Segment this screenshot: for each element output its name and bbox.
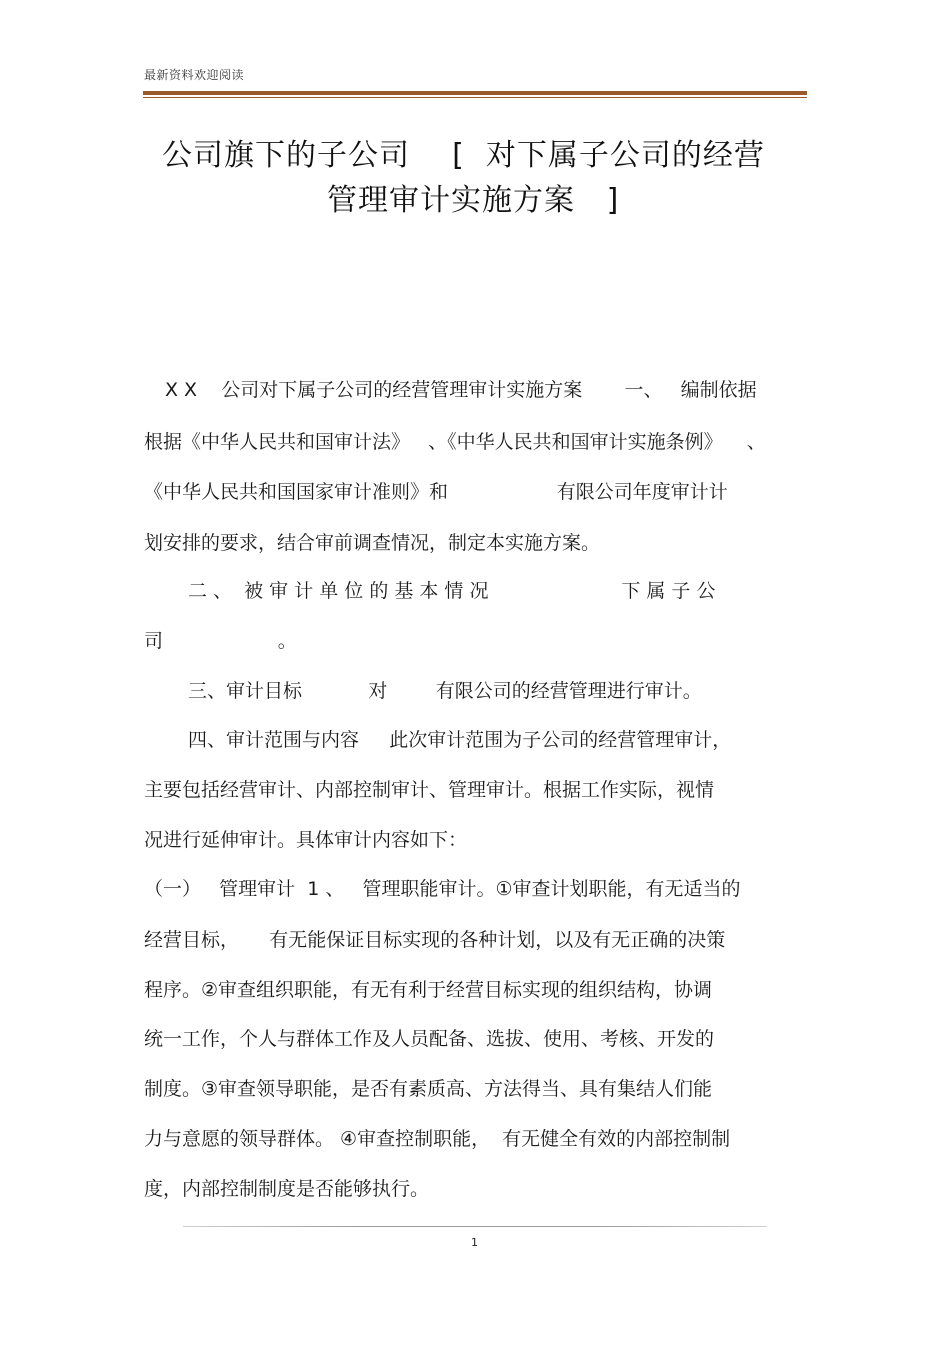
body-line: （一） 管理审计 1 、 管理职能审计。①审查计划职能，有无适当的	[144, 878, 741, 900]
body-line: X X 公司对下属子公司的经营管理审计实施方案 一、 编制依据	[165, 379, 757, 401]
body-line: 《中华人民共和国国家审计准则》和 有限公司年度审计计	[144, 481, 728, 503]
footer-rule	[183, 1226, 767, 1227]
body-line: 统一工作，个人与群体工作及人员配备、选拔、使用、考核、开发的	[144, 1028, 715, 1050]
body-line: 司 。	[144, 630, 297, 652]
body-line: 况进行延伸审计。具体审计内容如下：	[144, 829, 468, 851]
title-line-1: 公司旗下的子公司 [ 对下属子公司的经营	[162, 138, 765, 173]
page-number: 1	[471, 1236, 478, 1249]
title-line-2: 管理审计实施方案 ]	[327, 183, 620, 218]
body-line: 主要包括经营审计、内部控制审计、管理审计。根据工作实际，视情	[144, 779, 715, 801]
body-line: 二 、 被 审 计 单 位 的 基 本 情 况 下 属 子 公	[188, 580, 716, 602]
body-line: 经营目标， 有无能保证目标实现的各种计划，以及有无正确的决策	[144, 929, 726, 951]
body-line: 制度。③审查领导职能，是否有素质高、方法得当、具有集结人们能	[144, 1078, 713, 1100]
header-rule	[143, 91, 807, 95]
body-line: 三、审计目标 对 有限公司的经营管理进行审计。	[188, 680, 702, 702]
body-line: 根据《中华人民共和国审计法》 、《中华人民共和国审计实施条例》 、	[144, 431, 766, 453]
body-line: 划安排的要求，结合审前调查情况，制定本实施方案。	[144, 532, 601, 554]
header-label: 最新资料欢迎阅读	[144, 68, 245, 82]
body-line: 程序。②审查组织职能，有无有利于经营目标实现的组织结构，协调	[144, 979, 713, 1001]
body-line: 度，内部控制制度是否能够执行。	[144, 1178, 430, 1200]
body-line: 力与意愿的领导群体。 ④审查控制职能， 有无健全有效的内部控制制	[144, 1128, 731, 1150]
body-line: 四、审计范围与内容 此次审计范围为子公司的经营管理审计，	[188, 729, 732, 751]
header-rule-thin	[143, 97, 807, 98]
